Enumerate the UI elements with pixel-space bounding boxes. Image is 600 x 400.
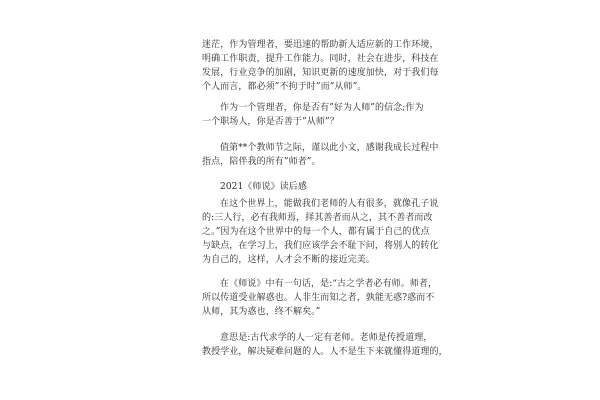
text-line: 从师，其为惑也，终不解矣。” (202, 307, 321, 317)
paragraph-1 (202, 38, 439, 94)
text-line: 所以传道受业解惑也。人非生而知之者，孰能无惑?惑而不 (202, 293, 435, 303)
paragraph-4 (202, 197, 439, 267)
text-line: 作为一个管理者，你是否有”好为人师”的信念;作为 (220, 103, 424, 113)
paragraph-5 (202, 277, 438, 319)
text-line: 之。”因为在这个世界中的每一个人，都有属于自己的优点 (202, 227, 430, 237)
paragraph-6 (202, 331, 448, 359)
text-line: 教授学业，解决疑难问题的人。人不是生下来就懂得道理的， (202, 347, 448, 357)
text-line: 明确工作职责，提升工作能力。同时，社会在进步，科技在 (202, 54, 439, 64)
paragraph-3 (202, 141, 439, 169)
text-line: 指点，陪伴我的所有”师者”。 (202, 157, 321, 167)
text-line: 在《师说》中有一句话，是:“古之学者必有师。师者， (220, 279, 438, 289)
text-line: 发展，行业竞争的加剧，知识更新的速度加快，对于我们每 (202, 68, 439, 78)
paragraph-2 (202, 101, 424, 129)
section-title (202, 180, 402, 194)
text-line: 迷茫，作为管理者，要迅速的帮助新人适应新的工作环境， (202, 40, 439, 50)
text-line: 为自己的，这样，人才会不断的接近完美。 (202, 255, 375, 265)
text-line: 与缺点，在学习上，我们应该学会不耻下问，将别人的转化 (202, 241, 439, 251)
text-line: 个人而言，都必须”不拘于时”而”从师”。 (202, 82, 367, 92)
heading-line: 2021《师说》读后感 (220, 182, 308, 192)
text-line: 在这个世界上，能做我们老师的人有很多，就像孔子说 (220, 199, 439, 209)
text-line: 值第**个教师节之际，谨以此小文，感谢我成长过程中 (220, 143, 439, 153)
text-line: 意思是:古代求学的人一定有老师。老师是传授道理， (220, 333, 433, 343)
text-line: 的:三人行，必有我师焉，择其善者而从之，其不善者而改 (202, 213, 433, 223)
text-line: 一个职场人，你是否善于”从师”？ (202, 117, 339, 127)
